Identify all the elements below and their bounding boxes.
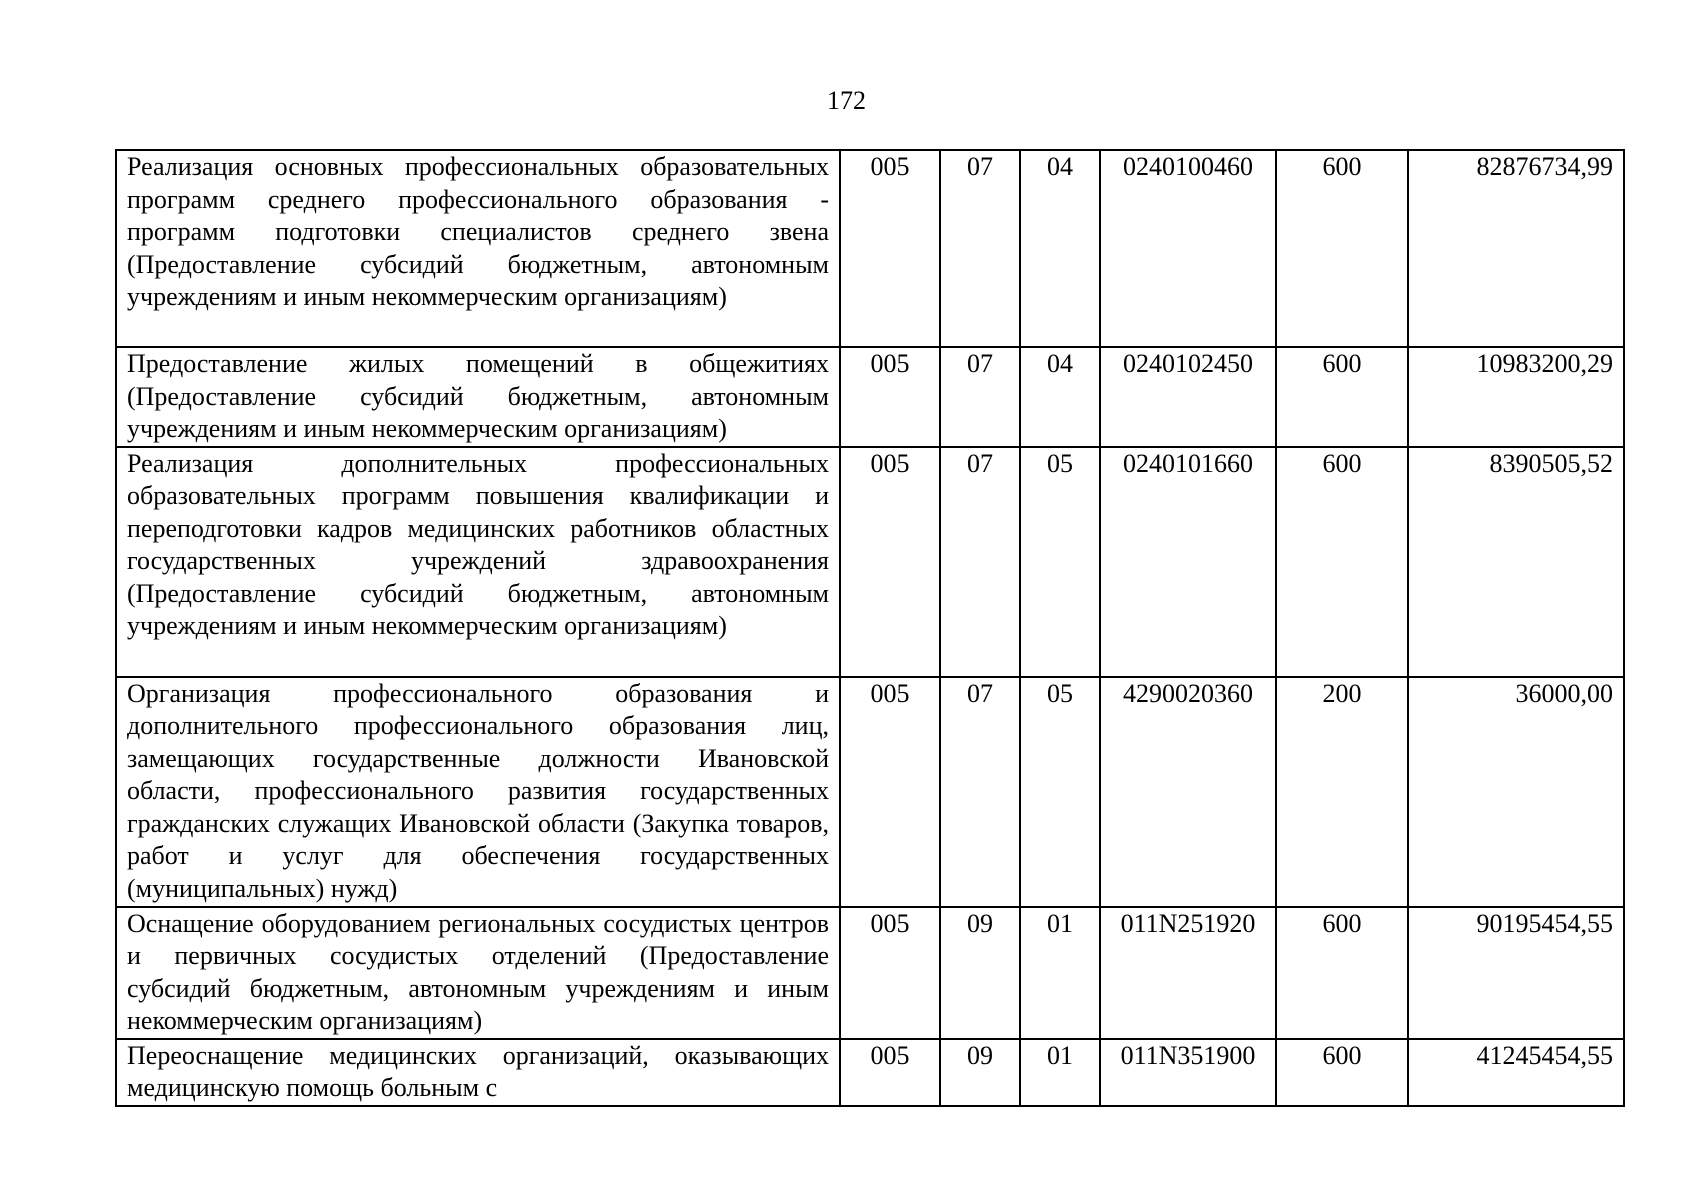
row-grbs-code: 005 bbox=[840, 677, 940, 907]
budget-table bbox=[115, 149, 1625, 1107]
row-grbs-code: 005 bbox=[840, 1039, 940, 1106]
table-row bbox=[116, 907, 1624, 1039]
row-amount: 36000,00 bbox=[1408, 677, 1624, 907]
row-description: Переоснащение медицинских организаций, оказывающих медицинскую помощь больным с bbox=[116, 1039, 840, 1106]
table-row bbox=[116, 447, 1624, 677]
table-row bbox=[116, 1039, 1624, 1106]
row-grbs-code: 005 bbox=[840, 347, 940, 447]
row-target-code: 011N351900 bbox=[1100, 1039, 1276, 1106]
row-expense-type: 600 bbox=[1276, 347, 1408, 447]
row-description: Предоставление жилых помещений в общежитиях (Предоставление субсидий бюджетным, автономным учреждениям и иным некоммерческим организациям) bbox=[116, 347, 840, 447]
row-section-code: 07 bbox=[940, 347, 1020, 447]
row-description: Организация профессионального образования и дополнительного профессионального образования лиц, замещающих государственные должности Ивановской области, профессионального развития государственных гражданских служащих Ивановской области (Закупка товаров, работ и услуг для обеспечения государственных (муниципальных) нужд) bbox=[116, 677, 840, 907]
row-subsection-code: 04 bbox=[1020, 347, 1100, 447]
page-number: 172 bbox=[827, 86, 866, 115]
row-target-code: 4290020360 bbox=[1100, 677, 1276, 907]
row-subsection-code: 01 bbox=[1020, 907, 1100, 1039]
row-description: Оснащение оборудованием региональных сосудистых центров и первичных сосудистых отделений (Предоставление субсидий бюджетным, автономным учреждениям и иным некоммерческим организациям) bbox=[116, 907, 840, 1039]
row-subsection-code: 05 bbox=[1020, 677, 1100, 907]
row-grbs-code: 005 bbox=[840, 150, 940, 347]
row-target-code: 011N251920 bbox=[1100, 907, 1276, 1039]
row-grbs-code: 005 bbox=[840, 907, 940, 1039]
row-amount: 82876734,99 bbox=[1408, 150, 1624, 347]
row-subsection-code: 04 bbox=[1020, 150, 1100, 347]
row-description: Реализация дополнительных профессиональных образовательных программ повышения квалификации и переподготовки кадров медицинских работников областных государственных учреждений здравоохранения (Предоставление субсидий бюджетным, автономным учреждениям и иным некоммерческим организациям) bbox=[116, 447, 840, 677]
row-section-code: 07 bbox=[940, 447, 1020, 677]
row-section-code: 07 bbox=[940, 150, 1020, 347]
row-section-code: 07 bbox=[940, 677, 1020, 907]
row-target-code: 0240100460 bbox=[1100, 150, 1276, 347]
table-row bbox=[116, 347, 1624, 447]
table-row bbox=[116, 677, 1624, 907]
row-expense-type: 600 bbox=[1276, 447, 1408, 677]
row-section-code: 09 bbox=[940, 1039, 1020, 1106]
row-amount: 90195454,55 bbox=[1408, 907, 1624, 1039]
row-amount: 41245454,55 bbox=[1408, 1039, 1624, 1106]
row-expense-type: 600 bbox=[1276, 1039, 1408, 1106]
table-row bbox=[116, 150, 1624, 347]
row-target-code: 0240101660 bbox=[1100, 447, 1276, 677]
row-target-code: 0240102450 bbox=[1100, 347, 1276, 447]
row-subsection-code: 01 bbox=[1020, 1039, 1100, 1106]
row-expense-type: 200 bbox=[1276, 677, 1408, 907]
row-grbs-code: 005 bbox=[840, 447, 940, 677]
row-subsection-code: 05 bbox=[1020, 447, 1100, 677]
row-amount: 10983200,29 bbox=[1408, 347, 1624, 447]
row-expense-type: 600 bbox=[1276, 150, 1408, 347]
row-description: Реализация основных профессиональных образовательных программ среднего профессионального образования - программ подготовки специалистов среднего звена (Предоставление субсидий бюджетным, автономным учреждениям и иным некоммерческим организациям) bbox=[116, 150, 840, 347]
row-amount: 8390505,52 bbox=[1408, 447, 1624, 677]
row-expense-type: 600 bbox=[1276, 907, 1408, 1039]
row-section-code: 09 bbox=[940, 907, 1020, 1039]
